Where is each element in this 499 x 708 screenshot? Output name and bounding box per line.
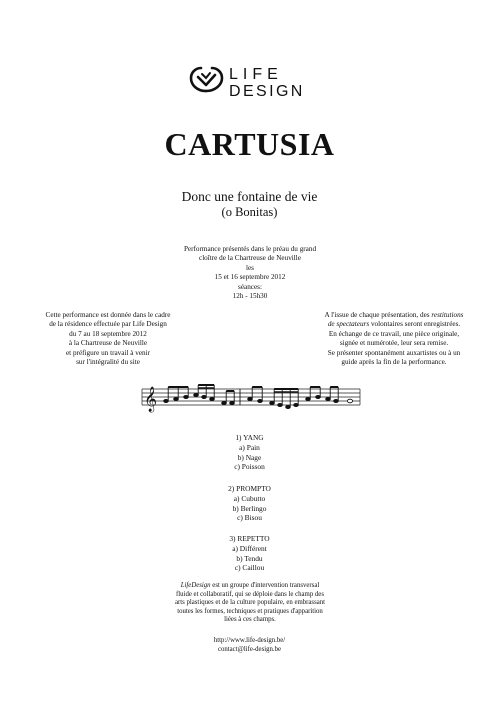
logo-text-life: LIFE: [229, 66, 283, 83]
page-title: CARTUSIA: [164, 126, 335, 162]
program-section-1: [0, 433, 499, 472]
restitution-line: Se présenter spontanément auxartistes ou à un: [327, 348, 461, 357]
restitution-line: A l'issue de chaque présentation, des restitutions: [324, 311, 464, 319]
life-design-logo: [188, 64, 318, 104]
performance-info: [150, 245, 350, 301]
section-item: b) Nage: [237, 452, 262, 462]
about-line: arts plastiques et de la culture populaire, en embrassant: [174, 599, 326, 607]
info-line: 12h - 15h30: [232, 292, 268, 301]
info-line: Performance présentés dans le préau du grand: [183, 245, 317, 253]
website-link[interactable]: http://www.life-design.be/: [213, 637, 286, 644]
residence-line: du 7 au 18 septembre 2012: [69, 329, 147, 338]
restitution-line: En échange de ce travail, une pièce originale,: [328, 329, 460, 338]
about-line: toutes les formes, techniques et pratiques d'apparition: [177, 607, 323, 615]
info-line: les: [246, 263, 254, 272]
info-line: 15 et 16 septembre 2012: [214, 273, 286, 282]
about-line: LifeDesign est un groupe d'intervention transversal: [180, 582, 320, 589]
section-title: 2) PROMPTO: [228, 484, 271, 493]
subtitle: Donc une fontaine de vie: [181, 189, 318, 204]
section-item: b) Tendu: [236, 553, 263, 563]
about-line: liées à ces champs.: [224, 616, 276, 624]
section-item: a) Pain: [239, 442, 260, 452]
info-line: séances:: [238, 282, 262, 291]
residence-line: à la Chartreuse de Neuville: [68, 339, 148, 348]
program-section-3: [0, 534, 499, 573]
life-design-logo-icon: [188, 64, 226, 94]
residence-line: et préfigure un travail à venir: [65, 348, 150, 357]
restitution-line: signée et numérotée, leur sera remise.: [339, 339, 449, 348]
residence-line: sur l'intégralité du site: [76, 358, 140, 367]
svg-text:𝄞: 𝄞: [144, 387, 158, 412]
section-item: b) Berlingo: [232, 503, 267, 513]
section-item: c) Bisou: [237, 513, 262, 523]
section-item: c) Caillou: [234, 563, 265, 573]
about-text: [150, 582, 350, 625]
section-title: 3) REPETTO: [229, 534, 270, 543]
section-item: a) Cubutto: [233, 493, 266, 503]
email-link[interactable]: contact@life-design.be: [217, 645, 282, 653]
info-line: cloître de la Chartreuse de Neuville: [199, 254, 301, 263]
residence-line: Cette performance est donnée dans le cadre: [45, 311, 171, 319]
section-item: a) Différent: [232, 543, 267, 553]
logo-text-design: DESIGN: [229, 83, 305, 100]
residence-info: [20, 311, 196, 367]
program-section-2: [0, 484, 499, 523]
about-line: fluide et collaboratif, qui se déploie dans le champ des: [176, 590, 324, 598]
section-title: 1) YANG: [235, 433, 264, 442]
contact-links: [0, 637, 499, 654]
musical-staff-icon: [140, 381, 362, 413]
subtitle-parenthetical: (o Bonitas): [221, 205, 278, 219]
restitution-info: [305, 311, 483, 367]
section-item: c) Poisson: [234, 462, 265, 472]
residence-line: de la résidence effectuée par Life Design: [49, 320, 167, 329]
restitution-line: de spectateurs volontaires seront enregistrées.: [327, 320, 461, 329]
restitution-line: guide après la fin de la performance.: [341, 358, 447, 367]
